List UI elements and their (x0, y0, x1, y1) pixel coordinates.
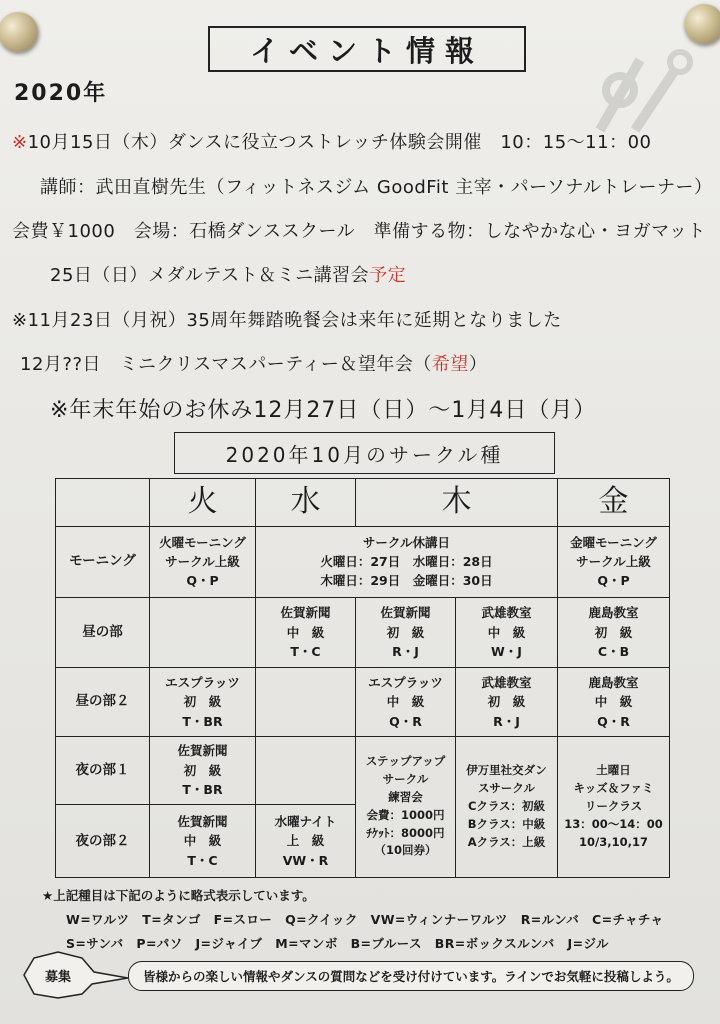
row-label-morning: モーニング (56, 526, 150, 597)
page-title: イベント情報 (208, 26, 526, 72)
empty-cell (256, 668, 356, 737)
magnet-right (684, 4, 720, 44)
event-stretch-text: 10月15日（木）ダンスに役立つストレッチ体験会開催 10：15〜11：00 (27, 132, 652, 153)
day-header-row (56, 479, 670, 527)
kids-family-class-cell: 土曜日 キッズ＆ファミ リークラス 13：00〜14：00 10/3,10,17 (558, 736, 670, 877)
event-christmas-close: ） (468, 354, 488, 375)
step-up-circle-cell: ステップアップ サークル 練習会 会費：1000円 ﾁｹｯﾄ：8000円 （10回券） (356, 736, 456, 877)
day-thu: 木 (356, 479, 558, 527)
day-wed: 水 (256, 479, 356, 527)
planned-tag: 予定 (369, 265, 407, 286)
legend-row: W=ワルツ T=タンゴ F=スロー Q=クイック VW=ウィンナーワルツ R=ルンバ C=チャチャ (66, 912, 664, 927)
class-cell: 水曜ナイト 上 級 VW・R (256, 805, 356, 878)
legend-row: S=サンバ P=パソ J=ジャイブ M=マンボ B=ブルース BR=ボックスルンバ J=ジル (66, 936, 609, 951)
circle-schedule-table (55, 478, 670, 878)
table-row (56, 668, 670, 737)
table-row (56, 736, 670, 805)
closed-days-cell: サークル休講日 火曜日：27日 水曜日：28日 木曜日：29日 金曜日：30日 (256, 526, 558, 597)
circle-schedule-title: 2020年10月のサークル種 (174, 432, 555, 474)
class-cell: 武雄教室 初 級 R・J (456, 668, 558, 737)
year-heading: 2020年 (14, 81, 108, 106)
event-christmas-text: 12月??日 ミニクリスマスパーティー＆望年会（ (20, 354, 432, 375)
corner-cell (56, 479, 150, 527)
hope-tag: 希望 (431, 354, 469, 375)
day-fri: 金 (558, 479, 670, 527)
table-row (56, 597, 670, 668)
legend-title: ★上記種目は下記のように略式表示しています。 (42, 888, 315, 903)
event-holiday: ※年末年始のお休み12月27日（日）〜1月4日（月） (50, 398, 597, 423)
class-cell: エスプラッツ 初 級 T・BR (150, 668, 256, 737)
class-cell: 火曜モーニング サークル上級 Q・P (150, 526, 256, 597)
class-cell: 佐賀新聞 中 級 T・C (256, 597, 356, 668)
empty-cell (150, 597, 256, 668)
row-label-night-2: 夜の部２ (56, 805, 150, 878)
event-anniversary: ※11月23日（月祝）35周年舞踏晩餐会は来年に延期となりました (12, 310, 562, 331)
day-tue: 火 (150, 479, 256, 527)
event-medal-test-text: 25日（日）メダルテスト＆ミニ講習会 (50, 265, 370, 286)
imari-circle-cell: 伊万里社交ダン スサークル Cクラス：初級 Bクラス：中級 Aクラス：上級 (456, 736, 558, 877)
empty-cell (256, 736, 356, 805)
class-cell: エスプラッツ 中 級 Q・R (356, 668, 456, 737)
row-label-noon: 昼の部 (56, 597, 150, 668)
class-cell: 武雄教室 中 級 W・J (456, 597, 558, 668)
asterisk-mark: ※ (12, 132, 28, 153)
row-label-noon-2: 昼の部２ (56, 668, 150, 737)
class-cell: 鹿島教室 中 級 Q・R (558, 668, 670, 737)
class-cell: 佐賀新聞 初 級 R・J (356, 597, 456, 668)
class-cell: 佐賀新聞 初 級 T・BR (150, 736, 256, 805)
event-fee: 会費￥1000 会場：石橋ダンススクール 準備する物：しなやかな心・ヨガマット (12, 221, 706, 242)
event-instructor: 講師：武田直樹先生（フィットネスジム GoodFit 主宰・パーソナルトレーナー） (40, 177, 713, 198)
row-label-night-1: 夜の部１ (56, 736, 150, 805)
class-cell: 佐賀新聞 中 級 T・C (150, 805, 256, 878)
event-christmas (20, 350, 487, 376)
class-cell: 金曜モーニング サークル上級 Q・P (558, 526, 670, 597)
event-medal-test (50, 261, 406, 287)
class-cell: 鹿島教室 初 級 C・B (558, 597, 670, 668)
recruit-badge (18, 950, 128, 1000)
recruit-badge-label: 募集 (44, 969, 71, 985)
table-row (56, 526, 670, 597)
event-stretch (12, 128, 651, 154)
recruit-message: 皆様からの楽しい情報やダンスの質問などを受け付けています。ラインでお気軽に投稿しよう。 (128, 961, 694, 991)
